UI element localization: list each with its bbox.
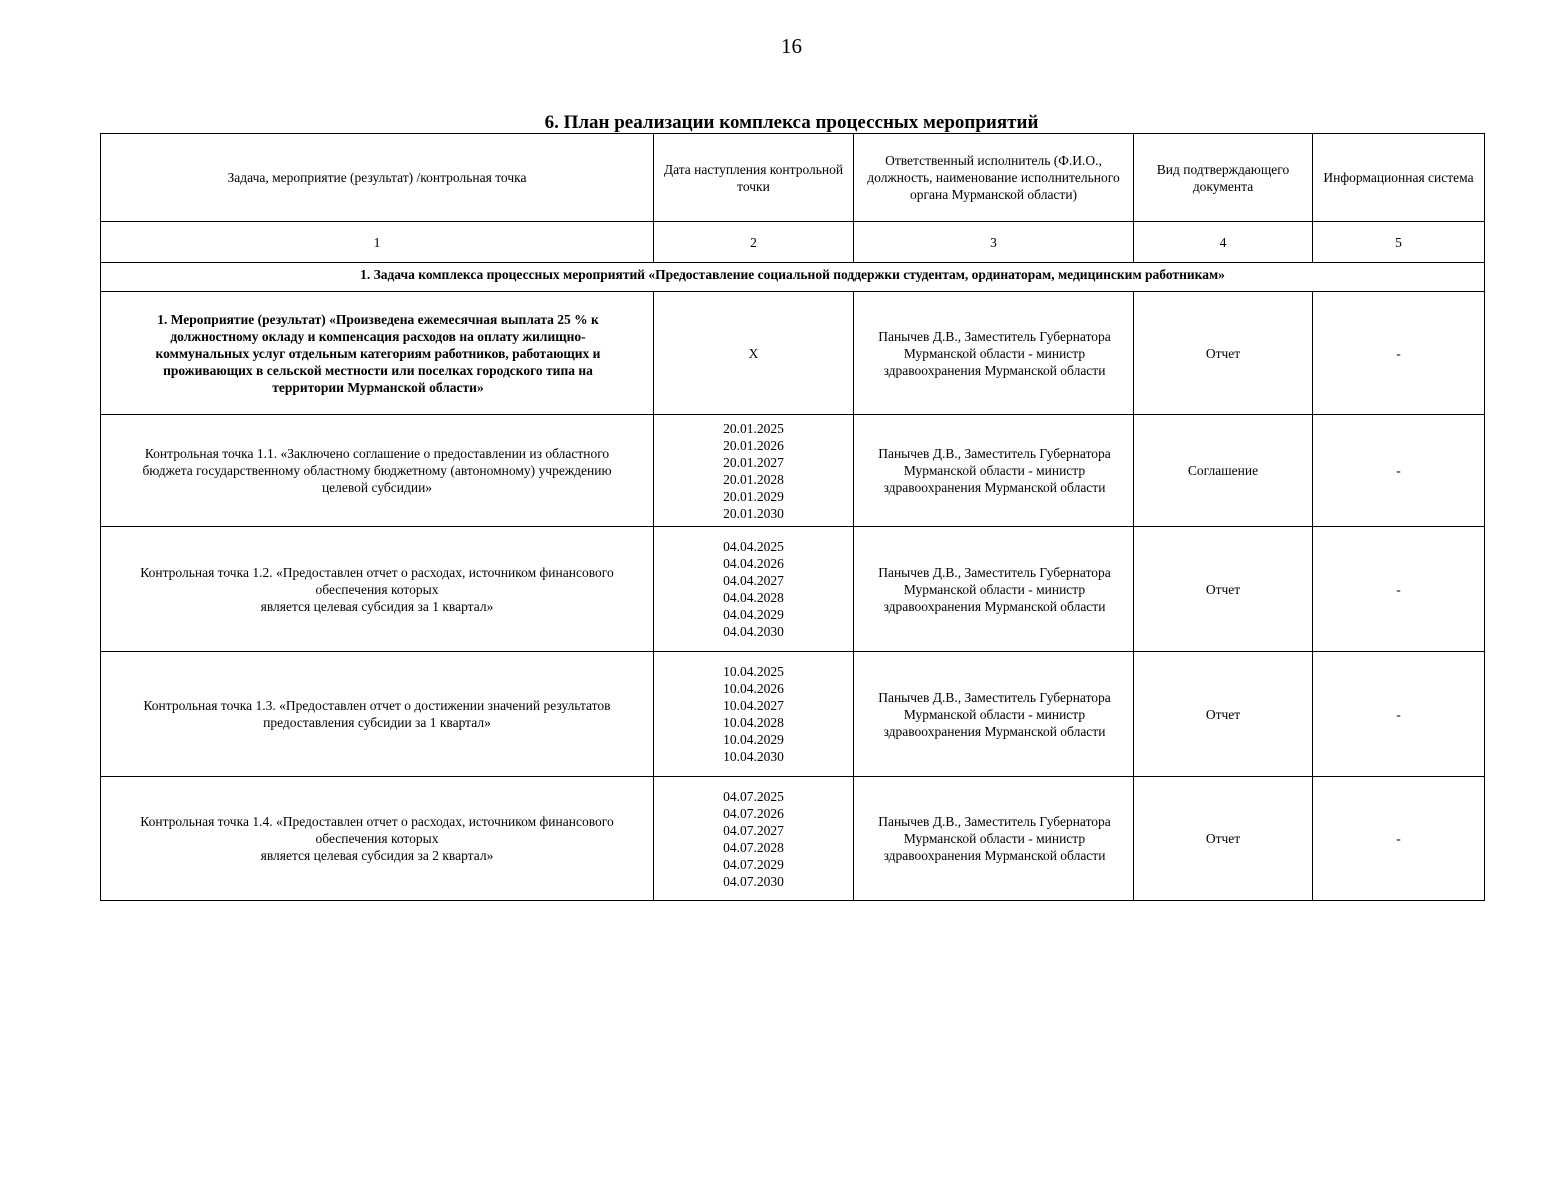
checkpoint-responsible: Панычев Д.В., Заместитель Губернатора Мурманской области - министр здравоохранения Мурманской области: [854, 777, 1134, 901]
measure-responsible: Панычев Д.В., Заместитель Губернатора Мурманской области - министр здравоохранения Мурманской области: [854, 292, 1134, 415]
measure-document: Отчет: [1134, 292, 1313, 415]
checkpoint-document: Отчет: [1134, 652, 1313, 777]
checkpoint-dates: 20.01.2025 20.01.2026 20.01.2027 20.01.2028 20.01.2029 20.01.2030: [654, 415, 854, 527]
checkpoint-name: Контрольная точка 1.2. «Предоставлен отчет о расходах, источником финансового обеспечения которых является целевая субсидия за 1 квартал»: [101, 527, 654, 652]
checkpoint-name: Контрольная точка 1.4. «Предоставлен отчет о расходах, источником финансового обеспечения которых является целевая субсидия за 2 квартал»: [101, 777, 654, 901]
checkpoint-dates: 04.07.2025 04.07.2026 04.07.2027 04.07.2028 04.07.2029 04.07.2030: [654, 777, 854, 901]
checkpoint-name: Контрольная точка 1.1. «Заключено соглашение о предоставлении из областного бюджета государственному областному бюджетному (автономному) учреждению целевой субсидии»: [101, 415, 654, 527]
page-number: 16: [781, 34, 802, 58]
checkpoint-system: -: [1313, 652, 1485, 777]
checkpoint-responsible: Панычев Д.В., Заместитель Губернатора Мурманской области - министр здравоохранения Мурманской области: [854, 652, 1134, 777]
checkpoint-row: [101, 777, 1485, 901]
checkpoint-dates: 04.04.2025 04.04.2026 04.04.2027 04.04.2028 04.04.2029 04.04.2030: [654, 527, 854, 652]
checkpoint-document: Соглашение: [1134, 415, 1313, 527]
column-number: 2: [654, 222, 854, 263]
checkpoint-row: [101, 652, 1485, 777]
header-row: [101, 134, 1485, 222]
measure-system: -: [1313, 292, 1485, 415]
checkpoint-document: Отчет: [1134, 777, 1313, 901]
checkpoint-responsible: Панычев Д.В., Заместитель Губернатора Мурманской области - министр здравоохранения Мурманской области: [854, 527, 1134, 652]
checkpoint-responsible: Панычев Д.В., Заместитель Губернатора Мурманской области - министр здравоохранения Мурманской области: [854, 415, 1134, 527]
column-number: 4: [1134, 222, 1313, 263]
checkpoint-system: -: [1313, 415, 1485, 527]
checkpoint-document: Отчет: [1134, 527, 1313, 652]
checkpoint-name: Контрольная точка 1.3. «Предоставлен отчет о достижении значений результатов предоставления субсидии за 1 квартал»: [101, 652, 654, 777]
column-number: 5: [1313, 222, 1485, 263]
header-responsible: Ответственный исполнитель (Ф.И.О., должность, наименование исполнительного органа Мурманской области): [854, 134, 1134, 222]
checkpoint-system: -: [1313, 777, 1485, 901]
checkpoint-row: [101, 415, 1485, 527]
plan-table: [100, 133, 1485, 901]
column-number: 3: [854, 222, 1134, 263]
measure-row: [101, 292, 1485, 415]
header-system: Информационная система: [1313, 134, 1485, 222]
checkpoint-dates: 10.04.2025 10.04.2026 10.04.2027 10.04.2028 10.04.2029 10.04.2030: [654, 652, 854, 777]
header-task: Задача, мероприятие (результат) /контрольная точка: [101, 134, 654, 222]
measure-name: 1. Мероприятие (результат) «Произведена ежемесячная выплата 25 % к должностному окладу и компенсация расходов на оплату жилищно- коммунальных услуг отдельным категориям работников, работающих и проживающих в сельской местности или поселках городского типа на территории Мурманской области»: [101, 292, 654, 415]
column-number-row: [101, 222, 1485, 263]
checkpoint-row: [101, 527, 1485, 652]
column-number: 1: [101, 222, 654, 263]
measure-date: Х: [654, 292, 854, 415]
header-document: Вид подтверждающего документа: [1134, 134, 1313, 222]
header-date: Дата наступления контрольной точки: [654, 134, 854, 222]
checkpoint-system: -: [1313, 527, 1485, 652]
document-title: 6. План реализации комплекса процессных мероприятий: [544, 112, 1039, 133]
task-row: [101, 263, 1485, 292]
task-title: 1. Задача комплекса процессных мероприятий «Предоставление социальной поддержки студентам, ординаторам, медицинским работникам»: [101, 263, 1485, 292]
